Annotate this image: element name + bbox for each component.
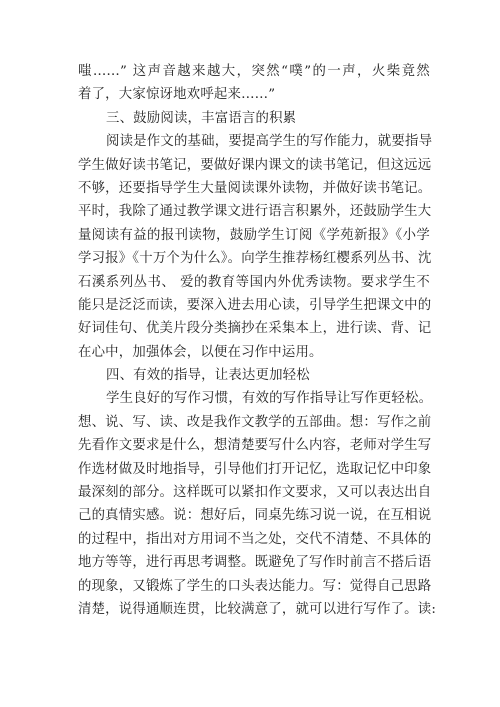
text-line: 清楚，说得通顺连贯，比较满意了，就可以进行写作了。读:: [78, 601, 437, 617]
text-line: 平时，我除了通过教学课文进行语言积累外，还鼓励学生大: [78, 204, 432, 220]
text-line: 量阅读有益的报刊读物，鼓励学生订阅《学苑新报》《小学: [78, 227, 430, 243]
text-line: 作选材做及时地指导，引导他们打开记忆，选取记忆中印象: [78, 461, 432, 477]
text-line: 学习报》《十万个为什么》。向学生推荐杨红樱系列丛书、沈: [78, 251, 432, 267]
text-line: 先看作文要求是什么，想清楚要写什么内容，老师对学生写: [78, 438, 432, 454]
text-line: 的过程中，指出对方用词不当之处，交代不清楚、不具体的: [78, 531, 432, 547]
text-line: 己的真情实感。说：想好后，同桌先练习说一说，在互相说: [78, 508, 432, 524]
text-line: 石溪系列丛书、 爱的教育等国内外优秀读物。要求学生不: [78, 274, 430, 290]
text-line: 学生良好的写作习惯，有效的写作指导让写作更轻松。: [106, 391, 433, 407]
text-line: 能只是泛泛而读，要深入进去用心读，引导学生把课文中的: [78, 297, 432, 313]
text-line: 的现象，又锻炼了学生的口头表达能力。写：觉得自己思路: [78, 578, 432, 594]
text-line: 不够，还要指导学生大量阅读课外读物，并做好读书笔记。: [78, 180, 432, 196]
text-line: 好词佳句、优美片段分类摘抄在采集本上，进行读、背、记: [78, 321, 432, 337]
text-line: 地方等等，进行再思考调整。既避免了写作时前言不搭后语: [78, 555, 432, 571]
text-line: 嗤……” 这声音越来越大，突然“噗”的一声，火柴竟然: [78, 64, 430, 79]
text-line: 在心中，加强体会，以便在习作中运用。: [78, 344, 323, 360]
text-line: 阅读是作文的基础，要提高学生的写作能力，就要指导: [106, 134, 433, 150]
body-text: [78, 60, 437, 621]
section-heading: 三、鼓励阅读，丰富语言的积累: [106, 110, 297, 126]
section-heading: 四、有效的指导，让表达更加轻松: [106, 368, 310, 384]
text-line: 着了，大家惊讶地欢呼起来……”: [78, 87, 276, 103]
text-line: 想、说、写、读、改是我作文教学的五部曲。想：写作之前: [78, 414, 432, 430]
text-line: 最深刻的部分。这样既可以紧扣作文要求，又可以表达出自: [78, 485, 432, 501]
text-line: 学生做好读书笔记，要做好课内课文的读书笔记，但这远远: [78, 157, 432, 173]
